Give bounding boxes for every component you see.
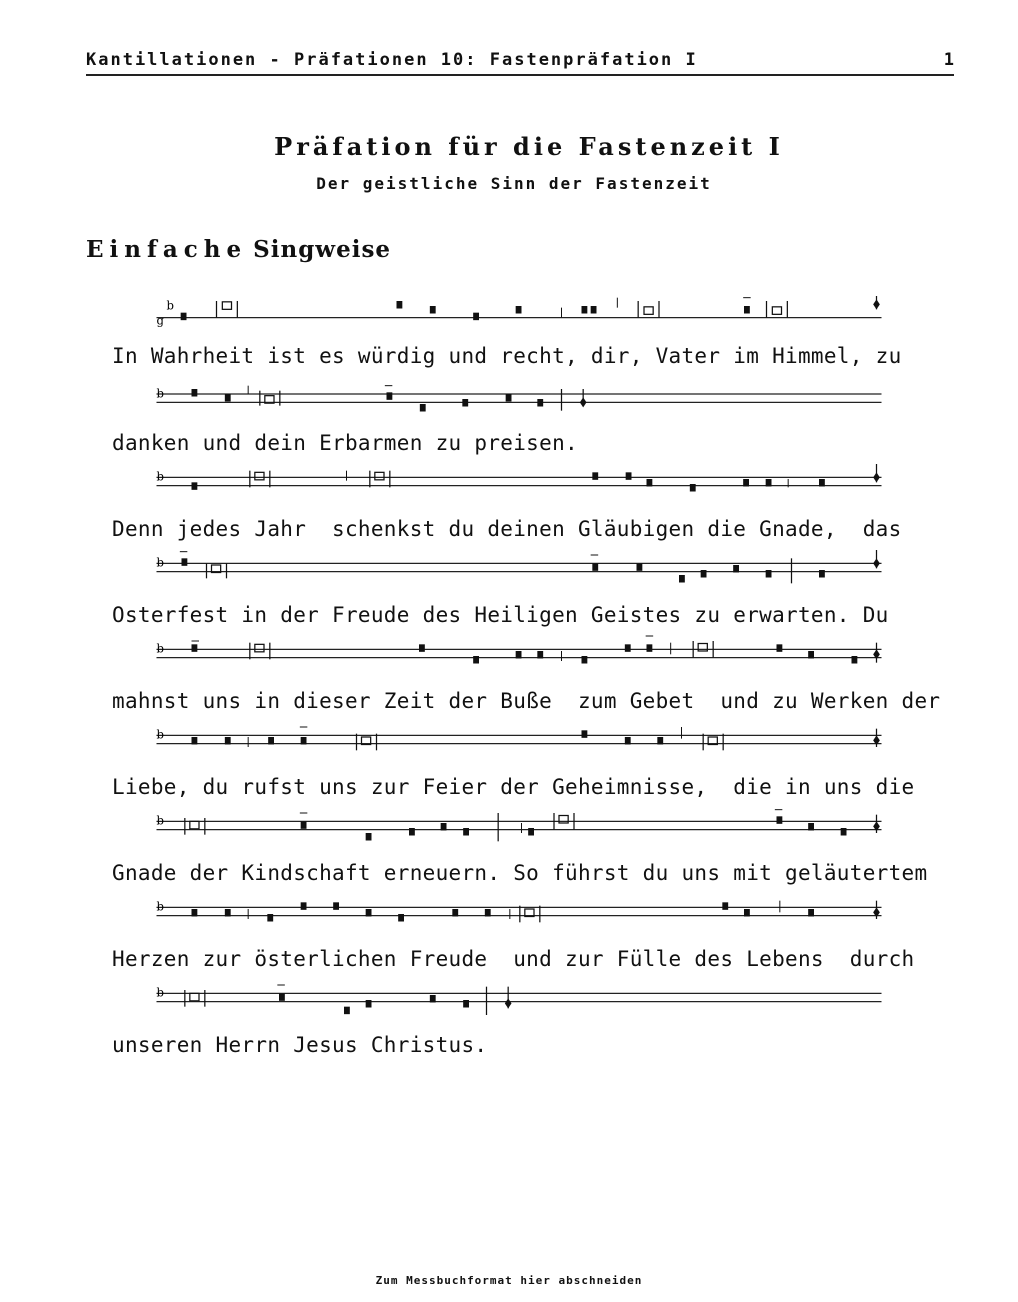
staff-7 xyxy=(84,808,954,838)
note xyxy=(387,392,393,400)
running-header xyxy=(86,46,954,76)
note xyxy=(592,563,598,571)
note xyxy=(192,389,198,397)
lyric-line: unseren Herrn Jesus Christus. xyxy=(112,1033,488,1057)
clef-flat: b xyxy=(156,386,164,401)
note xyxy=(192,737,198,745)
note xyxy=(819,479,825,487)
page-subtitle: Der geistliche Sinn der Fastenzeit xyxy=(316,174,712,193)
note xyxy=(192,909,198,917)
clef-flat: b xyxy=(156,641,164,656)
lyric-line: Herzen zur österlichen Freude und zur Fülle des Lebens durch xyxy=(112,947,915,971)
note xyxy=(819,570,825,578)
note xyxy=(537,399,543,407)
note xyxy=(625,644,631,652)
note xyxy=(528,828,534,836)
staff-5 xyxy=(84,636,954,666)
note xyxy=(873,558,880,568)
note xyxy=(452,909,458,917)
section-heading xyxy=(86,236,391,263)
note xyxy=(701,570,707,578)
note xyxy=(657,737,663,745)
lyric-line: In Wahrheit ist es würdig und recht, dir, Vater im Himmel, zu xyxy=(112,344,902,368)
note xyxy=(420,404,426,412)
note xyxy=(301,902,307,910)
note xyxy=(333,902,339,910)
note xyxy=(841,828,847,836)
note xyxy=(225,737,231,745)
note xyxy=(430,995,436,1003)
section-heading-spaced-word: Einfache xyxy=(86,236,248,263)
note xyxy=(580,397,587,407)
note xyxy=(441,823,447,831)
staff-2 xyxy=(84,384,954,414)
note xyxy=(582,306,588,314)
note xyxy=(626,472,632,480)
note xyxy=(182,558,188,566)
note xyxy=(366,909,372,917)
note xyxy=(301,821,307,829)
note xyxy=(808,651,814,659)
note xyxy=(398,914,404,922)
note xyxy=(733,565,739,573)
clef-flat: b xyxy=(156,985,164,1000)
note xyxy=(625,737,631,745)
note xyxy=(592,472,598,480)
note xyxy=(190,993,199,1001)
note xyxy=(430,306,436,314)
note xyxy=(582,730,588,738)
lyric-line: Denn jedes Jahr schenkst du deinen Gläubigen die Gnade, das xyxy=(112,517,902,541)
note xyxy=(873,299,880,309)
clef-flat: b xyxy=(156,555,164,570)
note xyxy=(722,902,728,910)
note xyxy=(344,1007,350,1015)
lyric-line: Osterfest in der Freude des Heiligen Geistes zu erwarten. Du xyxy=(112,603,889,627)
note xyxy=(537,651,543,659)
note xyxy=(582,656,588,664)
section-heading-rest: Singweise xyxy=(253,236,392,263)
note xyxy=(647,479,653,487)
note xyxy=(301,737,307,745)
clef-flat: b xyxy=(156,469,164,484)
note xyxy=(679,575,685,583)
note xyxy=(366,833,372,841)
note xyxy=(808,909,814,917)
lyric-line: Gnade der Kindschaft erneuern. So führst du uns mit geläutertem xyxy=(112,861,928,885)
note xyxy=(267,914,273,922)
note xyxy=(375,472,384,480)
note xyxy=(255,472,264,480)
note xyxy=(463,1000,469,1008)
note xyxy=(777,816,783,824)
cut-line-note: Zum Messbuchformat hier abschneiden xyxy=(375,1274,643,1287)
lyric-line: mahnst uns in dieser Zeit der Buße zum Gebet und zu Werken der xyxy=(112,689,941,713)
note xyxy=(505,998,512,1008)
staff-8 xyxy=(84,894,954,924)
note xyxy=(473,656,479,664)
note xyxy=(190,821,199,829)
note xyxy=(462,399,468,407)
clef-letter: g xyxy=(156,313,164,328)
note xyxy=(192,644,198,652)
note xyxy=(268,737,274,745)
note xyxy=(647,644,653,652)
note xyxy=(637,563,643,571)
staff-4 xyxy=(84,550,954,580)
note xyxy=(419,644,425,652)
note xyxy=(772,307,781,315)
note xyxy=(744,306,750,314)
clef-flat: b xyxy=(156,813,164,828)
note xyxy=(409,828,415,836)
note xyxy=(591,306,597,314)
clef-flat: b xyxy=(156,899,164,914)
running-title: Kantillationen - Präfationen 10: Fastenpräfation I xyxy=(86,50,698,70)
note xyxy=(181,313,187,321)
note xyxy=(644,307,653,315)
note xyxy=(506,394,512,402)
note xyxy=(808,823,814,831)
note xyxy=(463,828,469,836)
note xyxy=(225,909,231,917)
note xyxy=(397,301,403,309)
lyric-line: danken und dein Erbarmen zu preisen. xyxy=(112,431,578,455)
note xyxy=(852,656,858,664)
note xyxy=(255,644,264,652)
staff-3 xyxy=(84,464,954,494)
note xyxy=(744,909,750,917)
note xyxy=(873,472,880,482)
note xyxy=(516,651,522,659)
note xyxy=(279,993,285,1001)
page-title: Präfation für die Fastenzeit I xyxy=(274,132,784,161)
note xyxy=(516,306,522,314)
note xyxy=(222,302,231,310)
note xyxy=(192,482,198,490)
clef-flat: b xyxy=(156,727,164,742)
staff-1 xyxy=(84,296,954,326)
clef-flat: b xyxy=(166,298,174,313)
note xyxy=(743,479,749,487)
note xyxy=(766,570,772,578)
note xyxy=(225,394,231,402)
note xyxy=(485,909,491,917)
note xyxy=(473,313,479,321)
note xyxy=(766,479,772,487)
note xyxy=(777,644,783,652)
staff-6 xyxy=(84,722,954,752)
lyric-line: Liebe, du rufst uns zur Feier der Geheimnisse, die in uns die xyxy=(112,775,915,799)
note xyxy=(690,484,696,492)
note xyxy=(366,1000,372,1008)
staff-9 xyxy=(84,980,954,1010)
page-number: 1 xyxy=(943,50,954,70)
